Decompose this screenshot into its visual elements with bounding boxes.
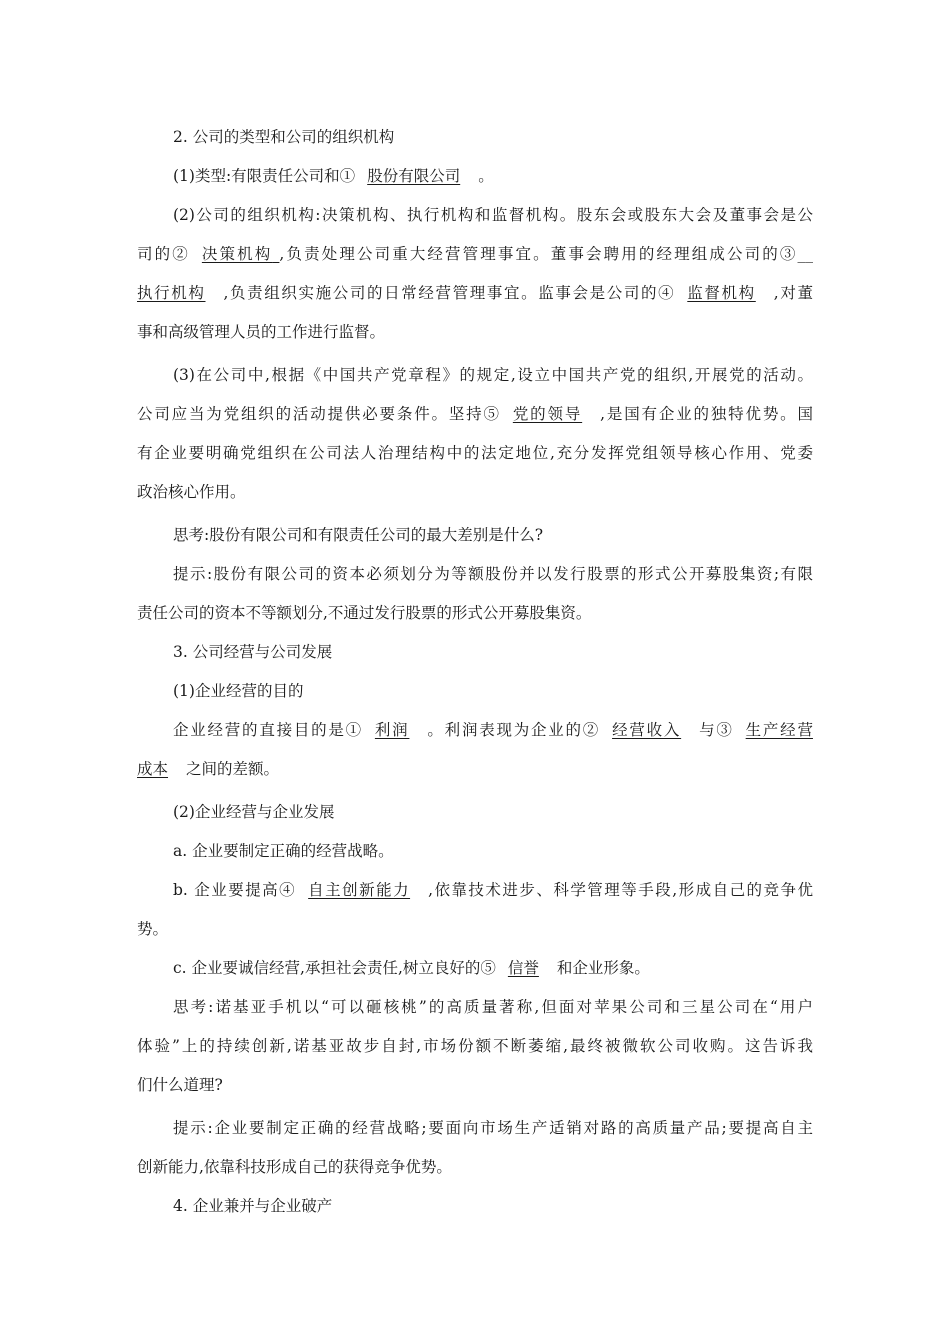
s3-item-b-line-2: 势。 [137, 920, 169, 938]
text: __ [797, 245, 813, 263]
text: b. 企业要提高④ [173, 881, 297, 899]
s3-item-c [137, 949, 813, 988]
answer-blank-10: 信誉 [507, 959, 539, 977]
s3-hint-line-2: 创新能力,依靠科技形成自己的获得竞争优势。 [137, 1158, 452, 1176]
section-2-heading: 2. 公司的类型和公司的组织机构 [173, 128, 395, 146]
answer-blank-1: 股份有限公司 [367, 167, 461, 185]
s2-think: 思考:股份有限公司和有限责任公司的最大差别是什么? [173, 526, 544, 544]
answer-blank-4: 监督机构 [687, 284, 756, 302]
answer-blank-9: 自主创新能力 [308, 881, 411, 899]
s3-item-a: a. 企业要制定正确的经营战略。 [173, 842, 394, 860]
s3-sub-1: (1)企业经营的目的 [173, 682, 304, 700]
answer-blank-6: 利润 [374, 721, 410, 739]
s2-org-line-2 [137, 235, 813, 274]
text: ,负责组织实施公司的日常经营管理事宜。监事会是公司的④ [223, 284, 676, 302]
answer-blank-5: 党的领导 [512, 405, 583, 423]
s2-party-line-1: (3)在公司中,根据《中国共产党章程》的规定,设立中国共产党的组织,开展党的活动。 [173, 366, 813, 384]
answer-blank-8-cont: 成本 [137, 760, 169, 778]
s2-org-line-3 [137, 274, 813, 313]
s2-party-line-4: 政治核心作用。 [137, 483, 246, 501]
text: 与③ [699, 721, 734, 739]
s3-think-line-3: 们什么道理? [137, 1076, 223, 1094]
text: ,对董 [773, 284, 813, 302]
text: c. 企业要诚信经营,承担社会责任,树立良好的⑤ [173, 959, 496, 977]
answer-blank-7: 经营收入 [612, 721, 682, 739]
s3-sub-2: (2)企业经营与企业发展 [173, 803, 335, 821]
s2-company-types [137, 157, 813, 196]
text: 之间的差额。 [186, 760, 280, 778]
text: 。利润表现为企业的② [427, 721, 601, 739]
text: 。 [478, 167, 494, 185]
text: ,是国有企业的独特优势。国 [600, 405, 813, 423]
s3-think-line-2: 体验”上的持续创新,诺基亚故步自封,市场份额不断萎缩,最终被微软公司收购。这告诉我 [137, 1037, 813, 1055]
text: ,依靠技术进步、科学管理等手段,形成自己的竞争优 [428, 881, 813, 899]
s2-org-line-1: (2)公司的组织机构:决策机构、执行机构和监督机构。股东会或股东大会及董事会是公 [173, 206, 813, 224]
s2-party-line-2 [137, 395, 813, 434]
s3-hint-line-1: 提示:企业要制定正确的经营战略;要面向市场生产适销对路的高质量产品;要提高自主 [173, 1119, 813, 1137]
text: 企业经营的直接目的是① [173, 721, 363, 739]
answer-blank-8: 生产经营 [745, 721, 813, 739]
answer-blank-3: 执行机构 [137, 284, 206, 302]
document-page [137, 118, 813, 1226]
s3-purpose-line-1 [137, 711, 813, 750]
s2-hint-line-2: 责任公司的资本不等额划分,不通过发行股票的形式公开募股集资。 [137, 604, 592, 622]
s2-party-line-3: 有企业要明确党组织在公司法人治理结构中的法定地位,充分发挥党组领导核心作用、党委 [137, 444, 813, 462]
text: (1)类型:有限责任公司和① [173, 167, 356, 185]
s3-item-b-line-1 [137, 871, 813, 910]
s3-think-line-1: 思考:诺基亚手机以“可以砸核桃”的高质量著称,但面对苹果公司和三星公司在“用户 [173, 998, 813, 1016]
text: 司的② [137, 245, 190, 263]
text: 公司应当为党组织的活动提供必要条件。坚持⑤ [137, 405, 501, 423]
section-3-heading: 3. 公司经营与公司发展 [173, 643, 333, 661]
text: 和企业形象。 [556, 959, 650, 977]
answer-blank-2: 决策机构 [201, 245, 273, 263]
section-4-heading: 4. 企业兼并与企业破产 [173, 1197, 333, 1215]
s3-purpose-line-2 [137, 750, 813, 789]
s2-org-line-4: 事和高级管理人员的工作进行监督。 [137, 323, 386, 341]
text: ,负责处理公司重大经营管理事宜。董事会聘用的经理组成公司的③ [279, 245, 798, 263]
s2-hint-line-1: 提示:股份有限公司的资本必须划分为等额股份并以发行股票的形式公开募股集资;有限 [173, 565, 813, 583]
